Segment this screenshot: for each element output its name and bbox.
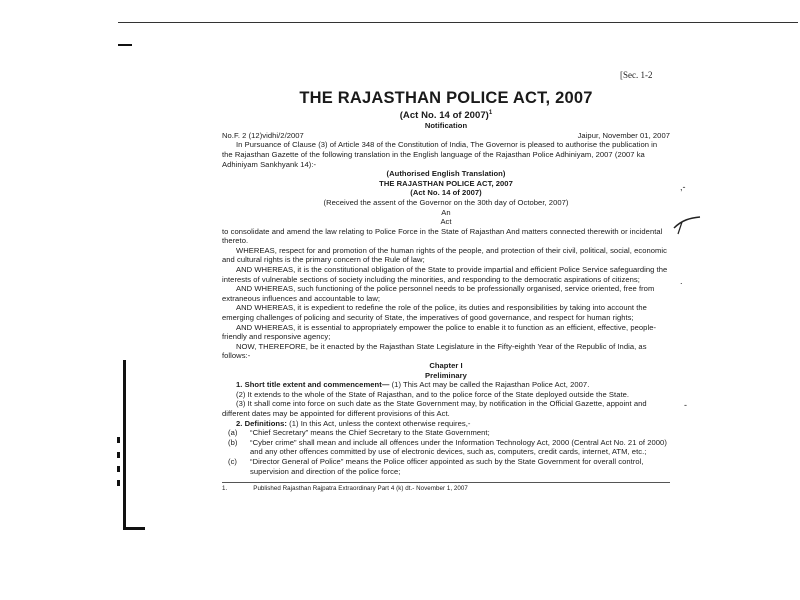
definition-text: “Cyber crime” shall mean and include all offences under the Information Technology Act, 2000 (Central Act No. 21 of 2000) and any other offences committed by use of electronic devices, such as, computers, credit cards, internet, ATM, etc.;: [250, 437, 667, 457]
enactment-paragraph: NOW, THEREFORE, be it enacted by the Rajasthan State Legislature in the Fifty-eighth Year of the Republic of India, as follows:-: [222, 341, 647, 361]
scan-top-tick: [118, 44, 132, 46]
section-1-1: 1. Short title extent and commencement— (1) This Act may be called the Rajasthan Police Act, 2007.: [236, 380, 590, 390]
notification-heading: Notification: [424, 121, 468, 131]
section-2-intro: 2. Definitions: (1) In this Act, unless the context otherwise requires,-: [236, 418, 471, 428]
chapter-title: Preliminary: [425, 370, 467, 380]
document-page: [222, 66, 670, 493]
footnote-number: 1.: [222, 485, 228, 493]
definition-item: [222, 438, 670, 457]
scan-top-line: [118, 22, 798, 23]
footnote-ref: 1: [488, 110, 493, 116]
authorised-translation: (Authorised English Translation): [386, 169, 506, 179]
chapter-heading: Chapter I: [429, 361, 463, 370]
act-number-repeat: (Act No. 14 of 2007): [410, 188, 482, 198]
definition-label: (c): [228, 456, 238, 466]
whereas-paragraph: AND WHEREAS, it is essential to appropriately empower the police to enable it to function as an efficient, effective, people-friendly and responsive agency;: [222, 322, 657, 342]
margin-mark-icon: -: [684, 400, 687, 410]
definition-text: “Chief Secretary” means the Chief Secretary to the State Government;: [250, 428, 490, 438]
scan-dash: [117, 466, 120, 472]
scan-left-foot: [123, 527, 145, 530]
section-1-3: (3) It shall come into force on such date as the State Government may, by notification in the Official Gazette, appoint and different dates may be appointed for different provisions of this Act.: [222, 399, 647, 418]
scan-left-border: [123, 360, 126, 530]
footnote-text: Published Rajasthan Rajpatra Extraordinary Part 4 (k) dt.- November 1, 2007: [253, 485, 468, 493]
whereas-paragraph: WHEREAS, respect for and promotion of the human rights of the people, and protection of their civil, political, social, economic and cultural rights is the primary concern of the Rule of law;: [222, 245, 668, 265]
scan-dash: [117, 452, 120, 458]
act-title-repeat: THE RAJASTHAN POLICE ACT, 2007: [379, 178, 513, 188]
margin-mark-icon: .: [680, 276, 683, 286]
section-2-heading: 2. Definitions:: [236, 418, 287, 428]
scan-dash: [117, 437, 120, 443]
whereas-paragraph: AND WHEREAS, such functioning of the police personnel needs to be professionally organised, service oriented, free from extraneous influences and accountable to law;: [222, 284, 655, 303]
definition-text: “Director General of Police” means the Police officer appointed as such by the State Government for overall control, supervision and direction of the police force;: [250, 456, 644, 476]
purpose-paragraph: to consolidate and amend the law relating to Police Force in the State of Rajasthan And matters connected therewith or incidental thereto.: [222, 226, 663, 246]
section-1-heading: 1. Short title extent and commencement—: [236, 380, 390, 390]
definition-label: (b): [228, 437, 238, 447]
definition-item: [222, 457, 670, 476]
whereas-paragraph: AND WHEREAS, it is the constitutional obligation of the State to provide impartial and efficient Police Service safeguarding the interests of vulnerable sections of society including the minorities, and responding to the democratic aspirations of citizens;: [222, 265, 668, 284]
reference-number: No.F. 2 (12)vidhi/2/2007: [222, 130, 304, 140]
footnote-divider: [222, 482, 670, 483]
definition-label: (a): [228, 428, 238, 438]
definition-item: [222, 428, 670, 438]
whereas-paragraph: AND WHEREAS, it is expedient to redefine the role of the police, its duties and responsibilities by taking into account the emerging challenges of policing and security of State, the imperatives of good governance, and respect for human rights;: [222, 303, 647, 323]
act-line: Act: [440, 217, 452, 227]
section-1-2: (2) It extends to the whole of the State of Rajasthan, and to the police force of the State deployed outside the State.: [236, 389, 630, 399]
margin-mark-icon: ,-: [680, 182, 686, 192]
reference-row: [222, 131, 670, 141]
margin-mark-icon: [672, 214, 702, 236]
intro-paragraph: In Pursuance of Clause (3) of Article 348 of the Constitution of India, The Governor is pleased to authorise the publication in the Rajasthan Gazette of the following translation in the English language of the Rajasthan Police Adhiniyam, 2007 (2007 ka Adhiniyam Sankhyank 14):-: [222, 140, 658, 169]
document-title: THE RAJASTHAN POLICE ACT, 2007: [299, 89, 593, 107]
scan-dash: [117, 480, 120, 486]
an-line: An: [441, 207, 451, 217]
date-place: Jaipur, November 01, 2007: [577, 130, 670, 140]
assent-line: (Received the assent of the Governor on the 30th day of October, 2007): [323, 197, 569, 207]
footnote: [222, 485, 670, 493]
act-number: (Act No. 14 of 2007)$^1$: [399, 110, 493, 122]
section-reference: [Sec. 1-2: [620, 70, 653, 80]
